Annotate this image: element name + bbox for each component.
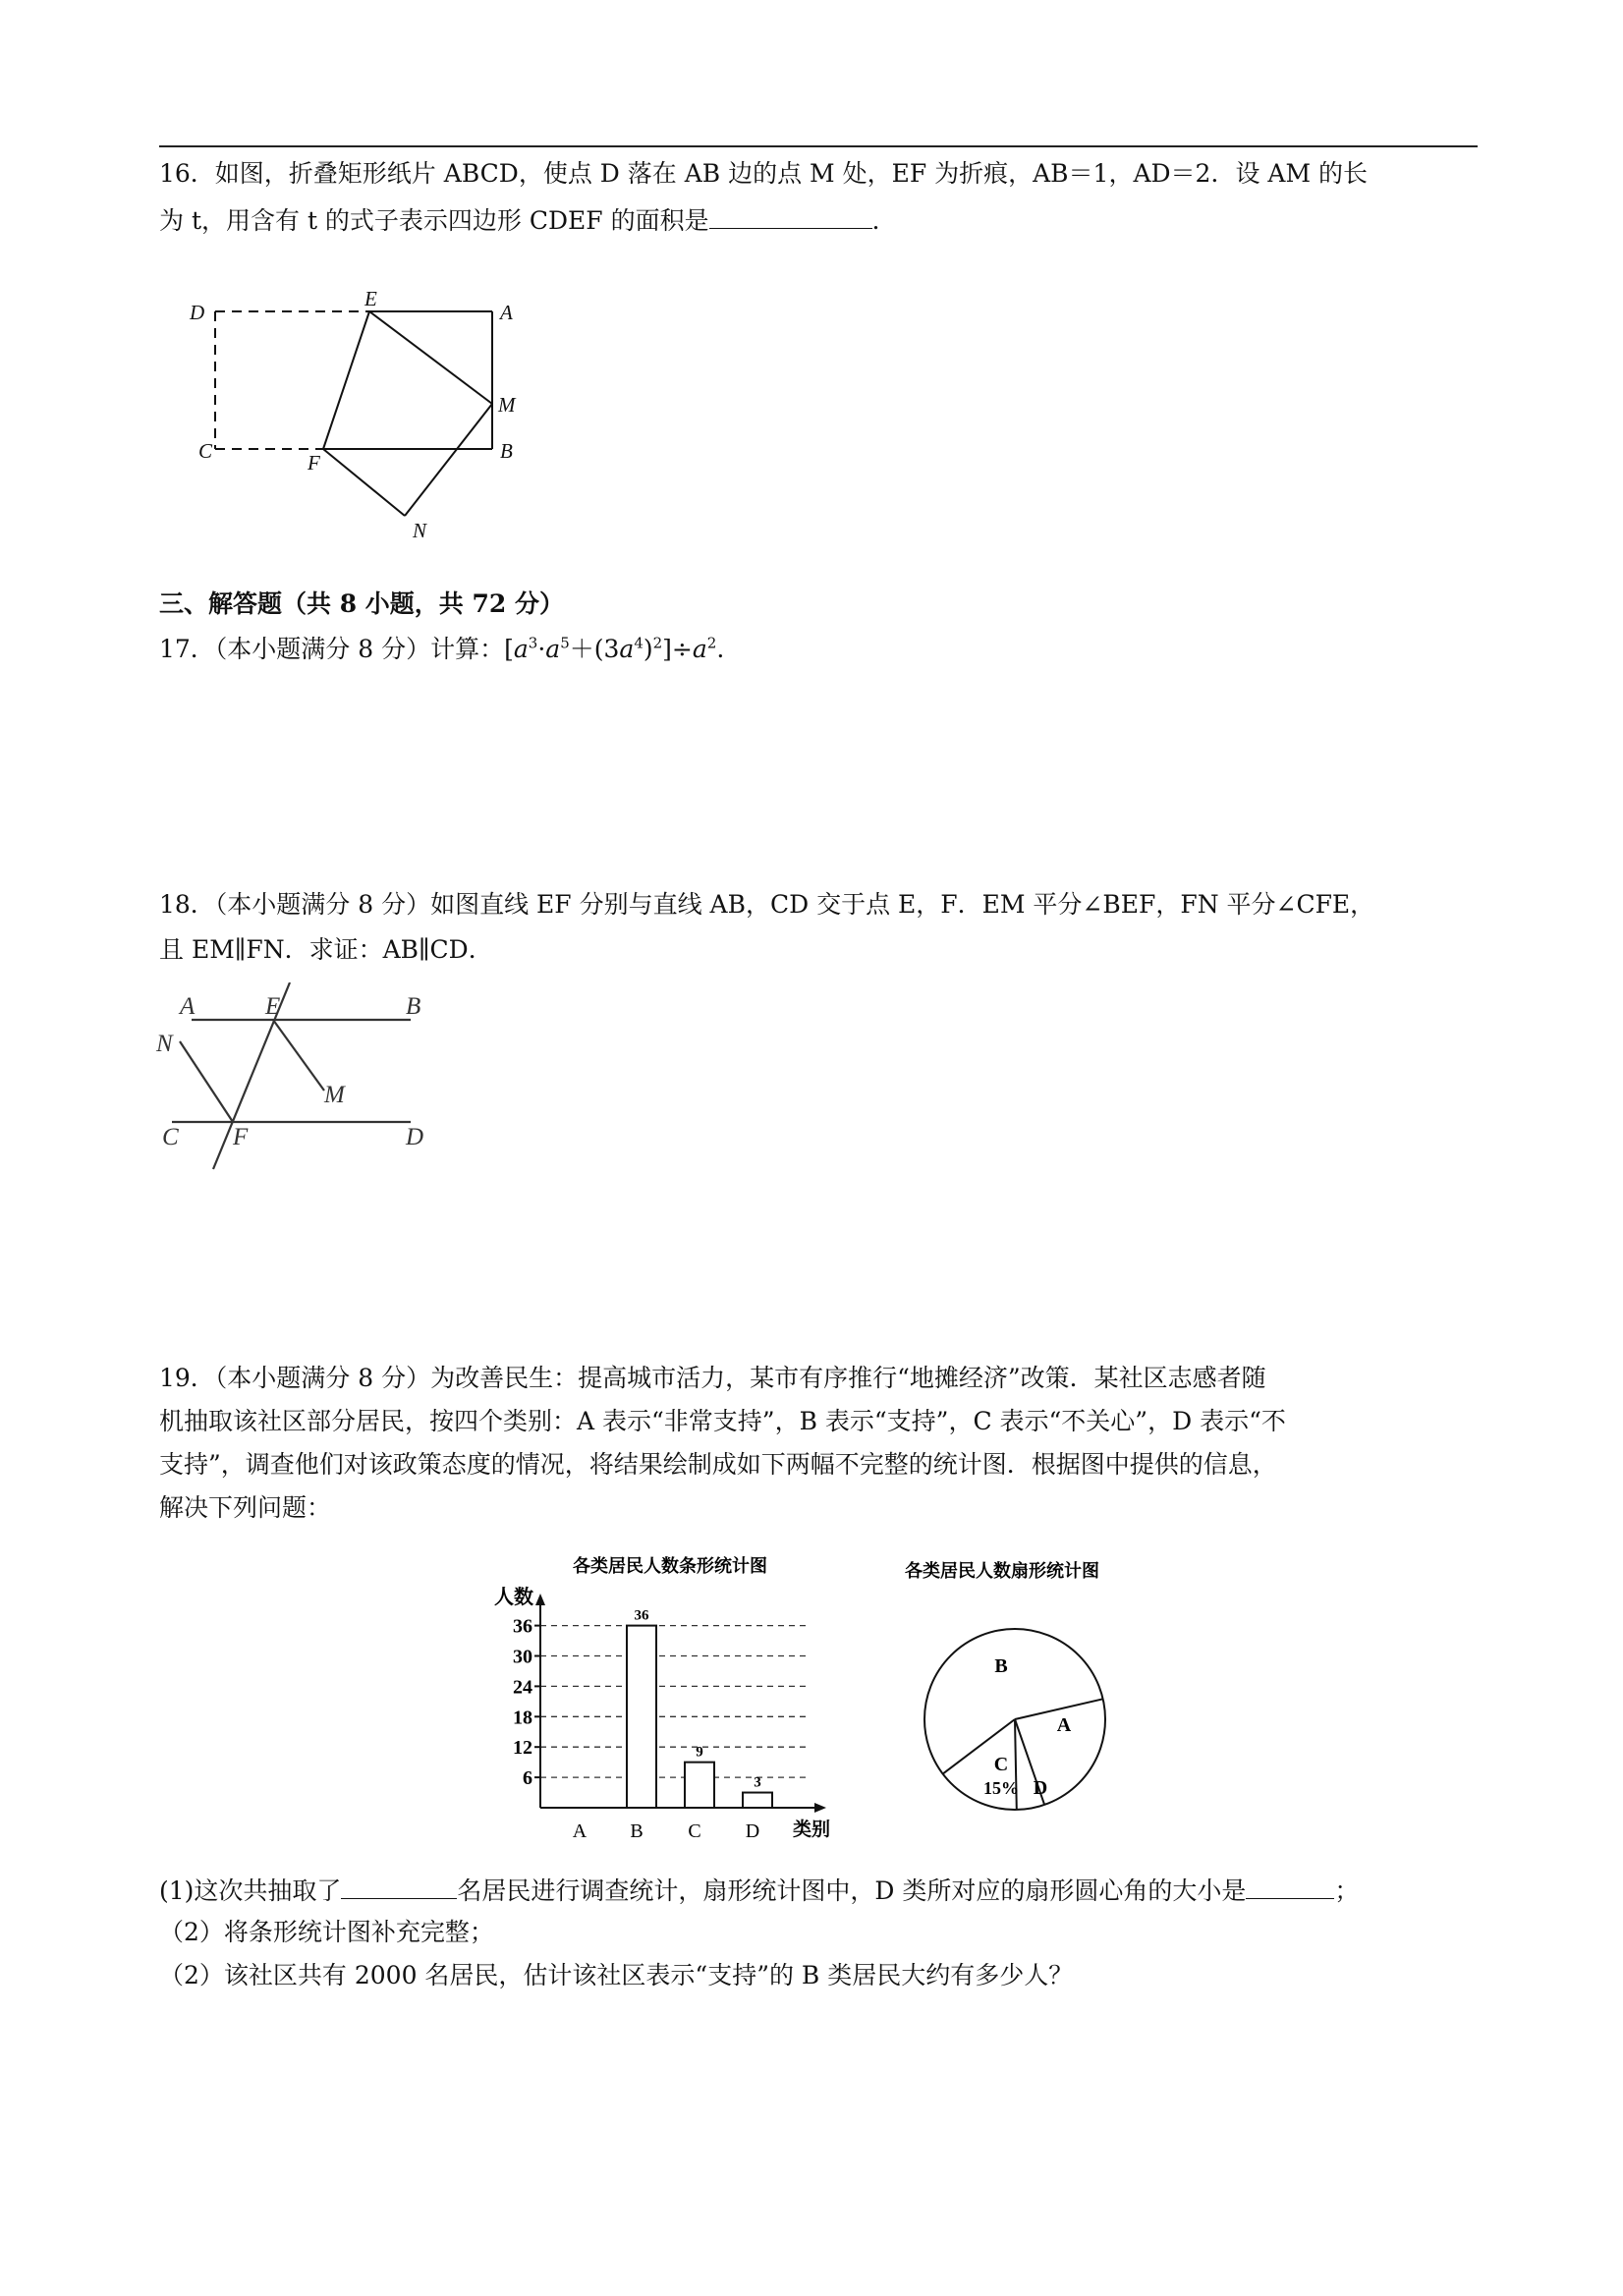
- bar-chart-y-tick-label: 36: [513, 1615, 532, 1638]
- bar-C: [685, 1763, 714, 1808]
- q18-ray-fn: [180, 1041, 233, 1122]
- q17-exp-3: 3: [528, 634, 538, 652]
- q17-line: [159, 633, 724, 666]
- q18-ray-em: [273, 1020, 324, 1091]
- section-3-title: 三、解答题（共 8 小题，共 72 分）: [159, 589, 565, 618]
- q17-prefix: 17．（本小题满分 8 分）计算：[: [159, 635, 514, 663]
- q18-label-m: M: [324, 1082, 345, 1108]
- bar-chart-y-tick-label: 18: [513, 1707, 532, 1729]
- q17-a3: a: [619, 635, 635, 663]
- bar-value-label-B: 36: [634, 1607, 649, 1624]
- pie-slice-label-D: D: [1033, 1777, 1048, 1799]
- q16-label-a: A: [500, 301, 513, 324]
- q19-blank-angle: [1246, 1873, 1334, 1899]
- q16-line-2-end: ．: [871, 206, 897, 235]
- q18-label-b: B: [406, 993, 421, 1020]
- q18-label-n: N: [156, 1031, 173, 1057]
- q17-a4: a: [692, 635, 707, 663]
- q16-label-m: M: [498, 393, 516, 417]
- q16-label-e: E: [364, 287, 377, 310]
- q16-label-b: B: [500, 439, 513, 463]
- q18-line-2: 且 EM∥FN．求证：AB∥CD．: [159, 935, 493, 964]
- bar-category-label-A: A: [572, 1820, 588, 1842]
- pie-slice-percent-C: 15%: [983, 1778, 1019, 1798]
- q19-line-3: 支持”，调查他们对该政策态度的情况，将结果绘制成如下两幅不完整的统计图．根据图中提供的信息，: [159, 1450, 1277, 1479]
- q19-sub-1-text-b: 名居民进行调查统计，扇形统计图中，D 类所对应的扇形圆心角的大小是: [457, 1876, 1247, 1905]
- top-rule: [159, 145, 1478, 147]
- bar-chart-y-tick-label: 24: [513, 1676, 532, 1699]
- q16-line-2-text: 为 t，用含有 t 的式子表示四边形 CDEF 的面积是: [159, 206, 709, 235]
- q18-label-c: C: [162, 1124, 179, 1150]
- q17-exp-4: 4: [634, 634, 644, 652]
- q17-divide: ]÷: [662, 635, 693, 663]
- q16-line-1: 16．如图，折叠矩形纸片 ABCD，使点 D 落在 AB 边的点 M 处，EF 为折痕，AB＝1，AD＝2．设 AM 的长: [159, 159, 1368, 188]
- q19-line-1: 19．（本小题满分 8 分）为改善民生：提高城市活力，某市有序推行“地摊经济”改策．某社区志感者随: [159, 1364, 1266, 1392]
- q16-label-n: N: [413, 519, 427, 542]
- q16-edge-mn: [405, 404, 492, 516]
- q16-label-c: C: [198, 439, 213, 463]
- q16-answer-blank: [709, 202, 872, 229]
- q19-sub-1-text-c: ；: [1334, 1876, 1360, 1905]
- q17-dot: ·: [537, 635, 546, 663]
- q18-line-1: 18．（本小题满分 8 分）如图直线 EF 分别与直线 AB，CD 交于点 E，F．EM 平分∠BEF，FN 平分∠CFE，: [159, 890, 1375, 919]
- q17-plus: ＋(3: [569, 635, 620, 663]
- q19-sub-3: （2）该社区共有 2000 名居民，估计该社区表示“支持”的 B 类居民大约有多少人？: [159, 1961, 1074, 1989]
- q19-sub-2: （2）将条形统计图补充完整；: [159, 1918, 494, 1946]
- q18-label-a: A: [180, 993, 196, 1020]
- q18-label-d: D: [406, 1124, 424, 1150]
- bar-chart-y-arrow: [535, 1594, 545, 1605]
- bar-chart-x-arrow: [814, 1803, 826, 1813]
- pie-slice-label-A: A: [1056, 1714, 1072, 1736]
- bar-chart: [486, 1542, 879, 1847]
- q17-period: .: [716, 635, 725, 663]
- q16-figure: [177, 280, 550, 545]
- q17-exp-2: 2: [652, 634, 663, 652]
- bar-chart-ylabel: 人数: [494, 1587, 533, 1608]
- q17-exp-2b: 2: [706, 634, 717, 652]
- bar-D: [743, 1793, 772, 1808]
- bar-chart-y-tick-label: 6: [523, 1767, 532, 1790]
- q17-a1: a: [513, 635, 529, 663]
- bar-category-label-C: C: [688, 1820, 701, 1842]
- q17-a2: a: [545, 635, 561, 663]
- q19-line-2: 机抽取该社区部分居民，按四个类别：A 表示“非常支持”，B 表示“支持”，C 表示“不关心”，D 表示“不: [159, 1407, 1286, 1435]
- bar-chart-y-tick-label: 30: [513, 1646, 532, 1668]
- bar-chart-xlabel: 类别: [793, 1820, 831, 1840]
- q17-exp-5: 5: [560, 634, 570, 652]
- q16-label-f: F: [308, 451, 320, 475]
- bar-value-label-C: 9: [696, 1744, 703, 1761]
- pie-chart-title: 各类居民人数扇形统计图: [905, 1561, 1099, 1582]
- bar-B: [627, 1626, 656, 1808]
- bar-chart-y-tick-label: 12: [513, 1737, 532, 1760]
- q18-label-f: F: [233, 1124, 249, 1150]
- q16-label-d: D: [190, 301, 205, 324]
- q16-crease-ef: [323, 311, 369, 449]
- pie-slice-label-C: C: [993, 1754, 1009, 1775]
- q19-blank-count: [341, 1873, 457, 1899]
- q19-sub-1: [159, 1873, 1359, 1908]
- bar-category-label-D: D: [745, 1820, 760, 1842]
- pie-slice-label-B: B: [994, 1655, 1008, 1677]
- bar-value-label-D: 3: [754, 1774, 761, 1791]
- q19-line-4: 解决下列问题：: [159, 1493, 332, 1522]
- bar-category-label-B: B: [630, 1820, 644, 1842]
- q16-edge-fn: [323, 449, 405, 516]
- q16-line-2: [159, 202, 897, 238]
- q17-close-paren: ): [643, 635, 653, 663]
- q18-figure: [152, 982, 447, 1179]
- bar-chart-title: 各类居民人数条形统计图: [573, 1556, 767, 1577]
- pie-chart: [899, 1547, 1184, 1832]
- q18-label-e: E: [265, 993, 281, 1020]
- q19-sub-1-text-a: (1)这次共抽取了: [159, 1876, 342, 1905]
- q16-edge-em: [369, 311, 492, 404]
